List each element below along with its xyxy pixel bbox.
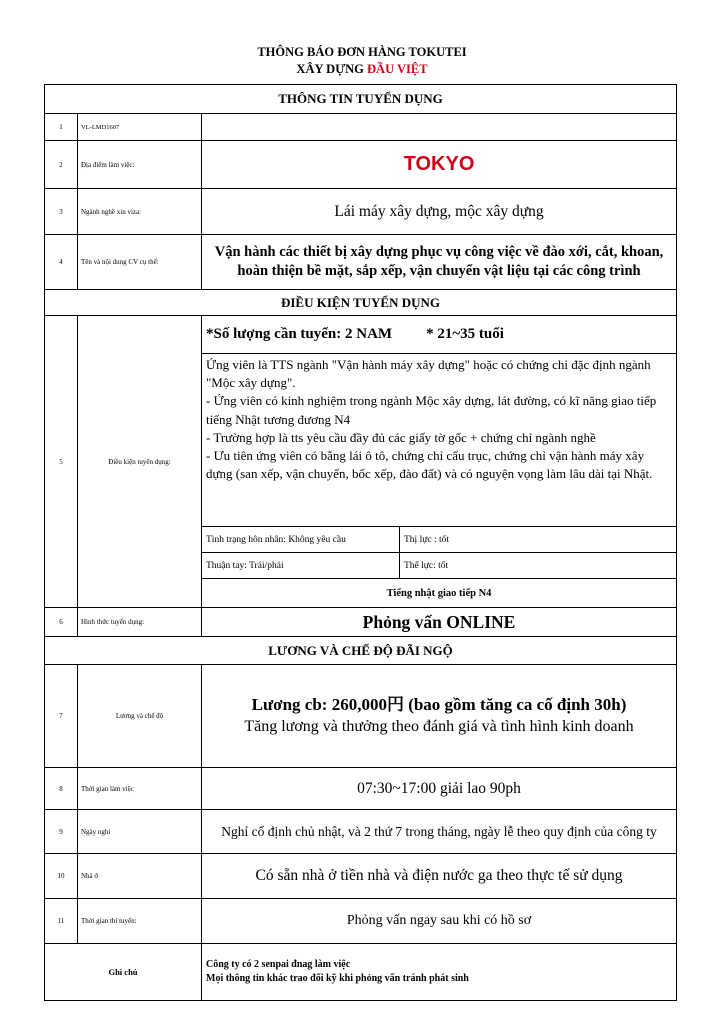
company-name: ĐẦU VIỆT	[367, 62, 428, 76]
row-number: 2	[45, 141, 78, 189]
section-row	[45, 85, 677, 114]
exam-time-value: Phỏng vấn ngay sau khi có hồ sơ	[202, 899, 677, 944]
field-label: Địa điểm làm việc:	[78, 141, 202, 189]
raise-bonus: Tăng lương và thưởng theo đánh giá và tình hình kinh doanh	[244, 718, 634, 735]
work-location-value: TOKYO	[202, 141, 677, 189]
marital-status: Tình trạng hôn nhân: Không yêu cầu	[202, 527, 400, 553]
section-conditions: ĐIỀU KIỆN TUYỂN DỤNG	[45, 290, 677, 316]
row-number: 8	[45, 768, 78, 810]
field-label: Thời gian thi tuyển:	[78, 899, 202, 944]
requirement-item: Ứng viên là TTS ngành "Vận hành máy xây dựng" hoặc có chứng chỉ đặc định ngành "Mộc xây dựng".	[206, 357, 651, 391]
table-row	[45, 944, 677, 1001]
table-row	[45, 316, 677, 354]
base-salary: Lương cb: 260,000円 (bao gồm tăng ca cố định 30h)	[251, 695, 627, 714]
table-row	[45, 235, 677, 290]
requirements-list	[202, 354, 677, 527]
housing-value: Có sẵn nhà ở tiền nhà và điện nước ga theo thực tế sử dụng	[202, 854, 677, 899]
section-recruitment-info: THÔNG TIN TUYỂN DỤNG	[45, 85, 677, 114]
row-number: 11	[45, 899, 78, 944]
note-line: Công ty có 2 senpai đnag làm việc	[206, 959, 351, 970]
table-row	[45, 899, 677, 944]
requirement-item: - Ưu tiên ứng viên có bằng lái ô tô, chứng chỉ cẩu trục, chứng chỉ vận hành máy xây dựng (san xếp, vận chuyển, bốc xếp, đào đất) và có nguyện vọng làm lâu dài tại Nhật.	[206, 448, 653, 482]
job-order-table	[44, 84, 677, 1001]
field-label: Nhà ở	[78, 854, 202, 899]
physical-strength: Thể lực: tốt	[400, 553, 677, 579]
handedness: Thuận tay: Trái/phải	[202, 553, 400, 579]
row-number: 3	[45, 189, 78, 235]
document-subtitle	[0, 62, 724, 77]
recruitment-form-value: Phỏng vấn ONLINE	[202, 608, 677, 637]
quantity-age	[202, 316, 677, 354]
job-code-value	[202, 114, 677, 141]
job-code: VL-LMD1607	[78, 114, 202, 141]
section-row	[45, 290, 677, 316]
age-text: * 21~35 tuổi	[426, 326, 504, 342]
table-row	[45, 608, 677, 637]
field-label: Lương và chế độ	[78, 665, 202, 768]
table-row	[45, 189, 677, 235]
field-label: Ngày nghỉ	[78, 810, 202, 854]
table-row	[45, 114, 677, 141]
job-description-value: Vận hành các thiết bị xây dựng phục vụ công việc về đào xới, cắt, khoan, hoàn thiện bề mặt, sắp xếp, vận chuyển vật liệu tại các công trình	[202, 235, 677, 290]
subtitle-prefix: XÂY DỰNG	[296, 62, 368, 76]
table-row	[45, 810, 677, 854]
quantity-text: *Số lượng cần tuyển: 2 NAM	[206, 326, 393, 342]
note-label: Ghi chú	[45, 944, 202, 1001]
table-row	[45, 854, 677, 899]
requirement-item: - Trường hợp là tts yêu cầu đầy đủ các giấy tờ gốc + chứng chỉ ngành nghề	[206, 429, 596, 445]
row-number: 4	[45, 235, 78, 290]
japanese-level: Tiếng nhật giao tiếp N4	[202, 579, 677, 608]
note-line: Mọi thông tin khác trao đổi kỹ khi phỏng vấn tránh phát sinh	[206, 973, 469, 984]
eyesight: Thị lực : tốt	[400, 527, 677, 553]
row-number: 10	[45, 854, 78, 899]
field-label: Ngành nghề xin viza:	[78, 189, 202, 235]
document-title: THÔNG BÁO ĐƠN HÀNG TOKUTEI	[257, 45, 467, 59]
table-row	[45, 768, 677, 810]
table-row	[45, 665, 677, 768]
working-hours-value: 07:30~17:00 giải lao 90ph	[202, 768, 677, 810]
requirement-item: - Ứng viên có kinh nghiệm trong ngành Mộc xây dựng, lát đường, có kĩ năng giao tiếp tiếng Nhật tương đương N4	[206, 393, 657, 427]
row-number: 1	[45, 114, 78, 141]
row-number: 6	[45, 608, 78, 637]
section-row	[45, 637, 677, 665]
field-label: Điều kiện tuyển dụng:	[78, 316, 202, 608]
field-label: Tên và nội dung CV cụ thể:	[78, 235, 202, 290]
days-off-value: Nghỉ cố định chủ nhật, và 2 thứ 7 trong tháng, ngày lễ theo quy định của công ty	[202, 810, 677, 854]
note-value	[202, 944, 677, 1001]
row-number: 5	[45, 316, 78, 608]
field-label: Thời gian làm việc	[78, 768, 202, 810]
visa-occupation-value: Lái máy xây dựng, mộc xây dựng	[202, 189, 677, 235]
row-number: 9	[45, 810, 78, 854]
row-number: 7	[45, 665, 78, 768]
field-label: Hình thức tuyển dụng:	[78, 608, 202, 637]
salary-value	[202, 665, 677, 768]
table-row	[45, 141, 677, 189]
section-salary-benefits: LƯƠNG VÀ CHẾ ĐỘ ĐÃI NGỘ	[45, 637, 677, 665]
